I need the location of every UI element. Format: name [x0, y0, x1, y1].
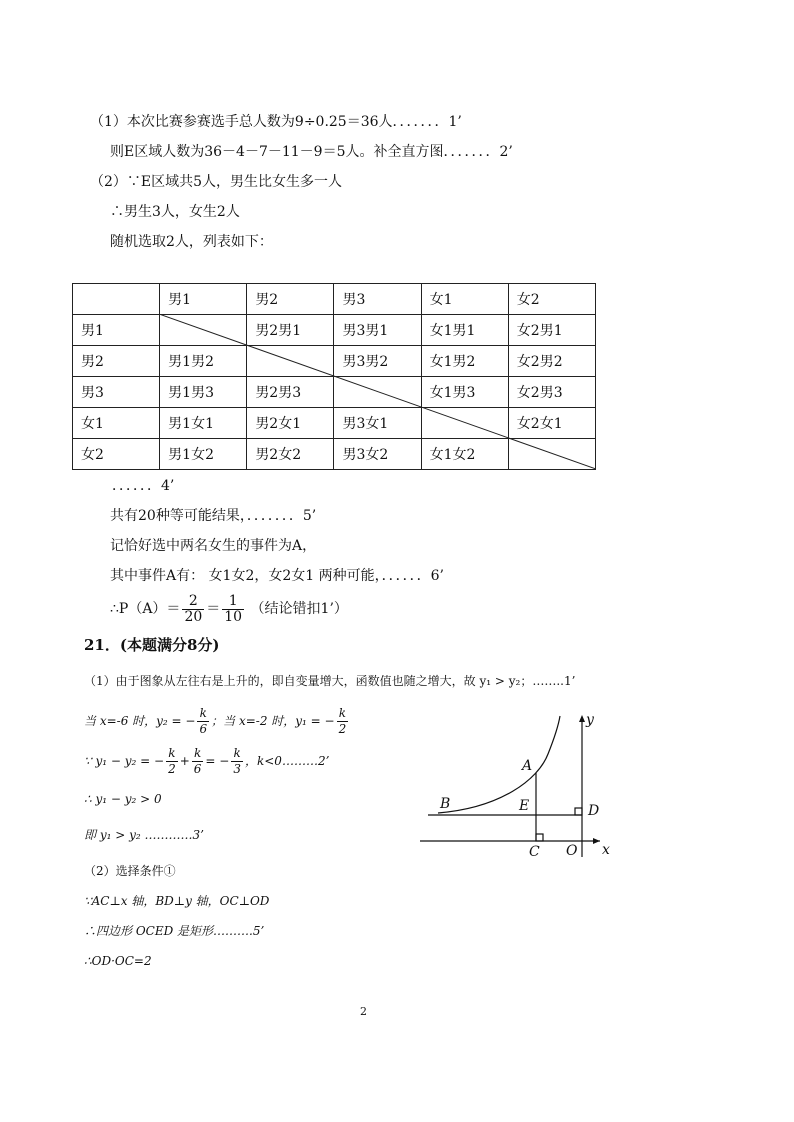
table-cell: 男1男3	[160, 377, 247, 408]
table-cell: 男2女1	[247, 408, 334, 439]
table-cell: 男3	[73, 377, 160, 408]
table-cell: 男3男1	[334, 315, 421, 346]
fraction	[231, 746, 243, 777]
fraction-denominator: 20	[184, 608, 203, 625]
right-angle-d	[575, 808, 582, 815]
fraction-numerator: k	[197, 706, 209, 722]
label-x: x	[602, 842, 610, 858]
line-probability	[110, 592, 348, 626]
line-outcome-count: 共有20种等可能结果，．．．．．．．5’	[110, 508, 317, 524]
fraction-denominator: 10	[224, 608, 243, 625]
table-diagonal-line	[159, 314, 596, 469]
line-values	[84, 705, 350, 737]
fraction-denominator: 3	[233, 762, 241, 776]
expr-text: = −	[205, 754, 230, 768]
table-cell: 男2男1	[247, 315, 334, 346]
label-d: D	[588, 803, 600, 819]
fraction-numerator: k	[192, 746, 204, 762]
hyperbola-curve	[438, 716, 560, 813]
line-total-count: （1）本次比赛参赛选手总人数为9÷0.25＝36人．．．．．．．1’	[90, 114, 462, 130]
fraction	[192, 746, 204, 777]
table-cell: 女1	[421, 284, 508, 315]
table-cell: 女2女1	[508, 408, 595, 439]
table-cell: 男1	[73, 315, 160, 346]
fraction	[182, 594, 204, 625]
table-cell: 女2	[73, 439, 160, 470]
table-cell: 男2	[73, 346, 160, 377]
expr-text: ∵ y₁ − y₂ = −	[84, 754, 165, 768]
table-cell: 男3女1	[334, 408, 421, 439]
label-b: B	[440, 796, 451, 812]
line-list-intro: 随机选取2人，列表如下：	[110, 234, 273, 250]
fraction	[166, 746, 178, 777]
probability-prefix: ∴P（A）＝	[110, 601, 181, 617]
fraction	[197, 706, 209, 737]
table-cell: 男1女2	[160, 439, 247, 470]
line-score-4: ．．．．．．4’	[112, 478, 175, 494]
fraction-numerator: k	[231, 746, 243, 762]
fraction-numerator: 2	[182, 594, 204, 610]
fraction-numerator: 1	[222, 594, 244, 610]
label-o: O	[566, 843, 578, 859]
function-graph-figure	[420, 712, 620, 862]
fraction-denominator: 2	[338, 722, 347, 736]
table-cell: 男1	[160, 284, 247, 315]
line-difference	[84, 745, 329, 777]
expr-text: ；当 x=-2 时，y₁ = −	[211, 714, 335, 728]
label-c: C	[529, 844, 540, 860]
equals-sign: ＝	[206, 601, 221, 617]
fraction-denominator: 6	[199, 722, 208, 736]
line-choose-condition: （2）选择条件①	[84, 864, 176, 878]
table-cell: 男2男3	[247, 377, 334, 408]
line-event-def: 记恰好选中两名女生的事件为A，	[110, 538, 317, 554]
table-cell: 女1男1	[421, 315, 508, 346]
table-cell	[73, 284, 160, 315]
right-angle-c	[536, 834, 543, 841]
line-e-region: 则E区域人数为36－4－7－11－9＝5人。补全直方图．．．．．．．2’	[110, 144, 513, 160]
label-y: y	[586, 712, 594, 728]
line-part2-intro: （2）∵E区域共5人，男生比女生多一人	[90, 174, 343, 190]
table-cell: 女2男1	[508, 315, 595, 346]
table-cell: 男1女1	[160, 408, 247, 439]
fraction	[222, 594, 244, 625]
line-perpendicular: ∵AC⊥x 轴，BD⊥y 轴，OC⊥OD	[84, 894, 270, 908]
question-21-title: 21．(本题满分8分)	[84, 636, 220, 654]
deduction-note: （结论错扣1’）	[246, 601, 348, 617]
fraction-denominator: 6	[193, 762, 202, 776]
label-a: A	[522, 758, 533, 774]
table-cell: 女1	[73, 408, 160, 439]
table-cell: 男2女2	[247, 439, 334, 470]
line-rectangle: ∴四边形 OCED 是矩形……….5’	[84, 924, 265, 938]
line-monotonic: （1）由于图象从左往右是上升的，即自变量增大，函数值也随之增大，故 y₁ > y₂；……..1’	[84, 674, 576, 688]
table-cell: 女1男2	[421, 346, 508, 377]
expr-text: +	[179, 754, 190, 768]
table-cell: 女2男2	[508, 346, 595, 377]
fraction-numerator: k	[166, 746, 178, 762]
fraction-numerator: k	[337, 706, 349, 722]
table-cell: 女2男3	[508, 377, 595, 408]
table-cell: 男1男2	[160, 346, 247, 377]
line-product: ∴OD·OC=2	[84, 954, 152, 968]
table-cell: 女1男3	[421, 377, 508, 408]
table-header-row	[73, 284, 596, 315]
line-event-cases: 其中事件A有： 女1女2，女2女1 两种可能，．．．．．．6’	[110, 568, 444, 584]
table-cell: 女2	[508, 284, 595, 315]
line-conclusion-1: 即 y₁ > y₂ …………3’	[84, 828, 204, 842]
table-cell: 男3	[334, 284, 421, 315]
table-cell: 男3男2	[334, 346, 421, 377]
page-number: 2	[360, 1005, 367, 1018]
fraction	[337, 706, 349, 737]
line-boys-girls: ∴男生3人，女生2人	[110, 204, 240, 220]
table-cell: 男2	[247, 284, 334, 315]
label-e: E	[519, 798, 530, 814]
expr-text: ，k<0………2’	[244, 754, 330, 768]
expr-text: 当 x=-6 时，y₂ = −	[84, 714, 196, 728]
table-cell: 女1女2	[421, 439, 508, 470]
line-diff-positive: ∴ y₁ − y₂ > 0	[84, 792, 162, 806]
table-cell: 男3女2	[334, 439, 421, 470]
fraction-denominator: 2	[168, 762, 176, 776]
